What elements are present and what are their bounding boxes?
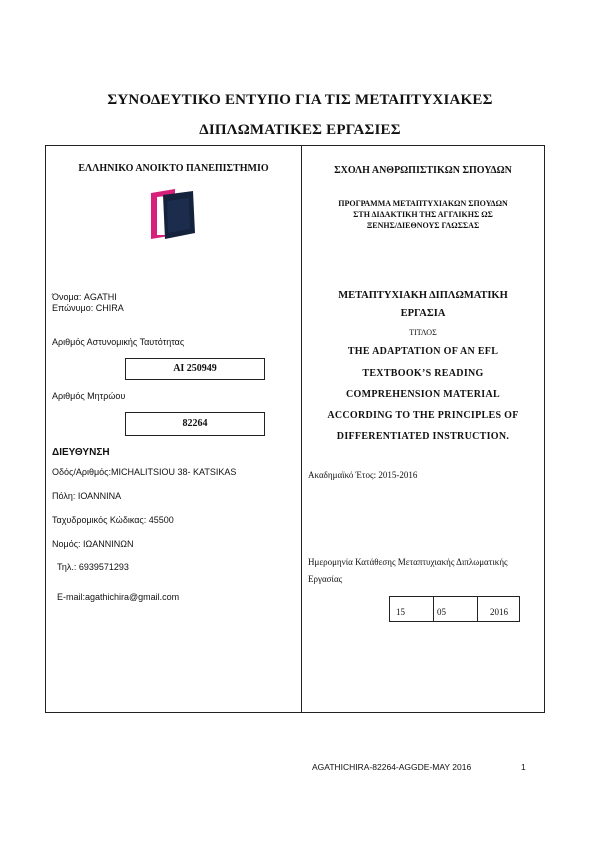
submission-day	[390, 597, 434, 621]
submission-date-label-line-2: Εργασίας	[308, 574, 343, 584]
thesis-heading-line-2: ΕΡΓΑΣΙΑ	[400, 308, 446, 319]
registration-field: 82264	[125, 412, 265, 436]
phone-number: Τηλ.: 6939571293	[57, 562, 129, 572]
academic-year: Ακαδημαϊκό Έτος: 2015-2016	[308, 470, 418, 480]
program-line-1: ΠΡΟΓΡΑΜΜΑ ΜΕΤΑΠΤΥΧΙΑΚΩΝ ΣΠΟΥΔΩΝ	[338, 199, 508, 208]
column-divider	[301, 145, 302, 713]
school-name: ΣΧΟΛΗ ΑΝΘΡΩΠΙΣΤΙΚΩΝ ΣΠΟΥΔΩΝ	[334, 165, 512, 176]
program-line-2: ΣΤΗ ΔΙΔΑΚΤΙΚΗ ΤΗΣ ΑΓΓΛΙΚΗΣ ΩΣ	[353, 210, 493, 219]
id-card-field: AI 250949	[125, 358, 265, 380]
document-title-line-1: ΣΥΝΟΔΕΥΤΙΚΟ ΕΝΤΥΠΟ ΓΙΑ ΤΙΣ ΜΕΤΑΠΤΥΧΙΑΚΕΣ	[107, 92, 493, 108]
eap-book-logo-icon	[145, 187, 201, 243]
footer-document-code: AGATHICHIRA-82264-AGGDE-MAY 2016	[312, 762, 472, 772]
submission-year	[478, 597, 519, 621]
thesis-title-line-2: TEXTBOOK’S READING	[362, 368, 484, 379]
program-line-3: ΞΕΝΗΣ/ΔΙΕΘΝΟΥΣ ΓΛΩΣΣΑΣ	[366, 221, 480, 230]
thesis-title-line-1: THE ADAPTATION OF AN EFL	[347, 346, 499, 357]
submission-month	[434, 597, 478, 621]
email-address: E-mail:agathichira@gmail.com	[57, 592, 180, 602]
street-address: Οδός/Αριθμός:MICHALITSIOU 38- KATSIKAS	[52, 467, 237, 477]
document-title-line-2: ΔΙΠΛΩΜΑΤΙΚΕΣ ΕΡΓΑΣΙΕΣ	[199, 122, 401, 138]
first-name: Όνομα: AGATHI	[52, 292, 117, 302]
thesis-title-line-3: COMPREHENSION MATERIAL	[346, 389, 500, 400]
address-heading: ΔΙΕΥΘΥΝΣΗ	[52, 447, 110, 458]
form-frame	[45, 145, 545, 713]
last-name: Επώνυμο: CHIRA	[52, 303, 124, 313]
registration-label: Αριθμός Μητρώου	[52, 391, 126, 401]
prefecture: Νομός: ΙΩΑΝΝΙΝΩΝ	[52, 539, 134, 549]
university-logo	[145, 187, 201, 243]
submission-date-label-line-1: Ημερομηνία Κατάθεσης Μεταπτυχιακής Διπλωματικής	[308, 557, 508, 567]
day-value: 15	[396, 607, 405, 617]
title-label: ΤΙΤΛΟΣ	[409, 328, 437, 337]
thesis-title-line-4: ACCORDING TO THE PRINCIPLES OF	[327, 410, 519, 421]
month-value: 05	[437, 607, 446, 617]
id-card-label: Αριθμός Αστυνομικής Ταυτότητας	[52, 337, 185, 347]
thesis-title-line-5: DIFFERENTIATED INSTRUCTION.	[336, 431, 510, 442]
university-name: ΕΛΛΗΝΙΚΟ ΑΝΟΙΚΤΟ ΠΑΝΕΠΙΣΤΗΜΙΟ	[78, 163, 269, 174]
thesis-heading-line-1: ΜΕΤΑΠΤΥΧΙΑΚΗ ΔΙΠΛΩΜΑΤΙΚΗ	[338, 290, 508, 301]
page-number: 1	[521, 762, 526, 772]
year-value: 2016	[490, 607, 508, 617]
city: Πόλη: ΙΟΑΝΝΙΝΑ	[52, 491, 122, 501]
submission-date-table	[389, 596, 520, 622]
postal-code: Ταχυδρομικός Κώδικας: 45500	[52, 515, 174, 525]
